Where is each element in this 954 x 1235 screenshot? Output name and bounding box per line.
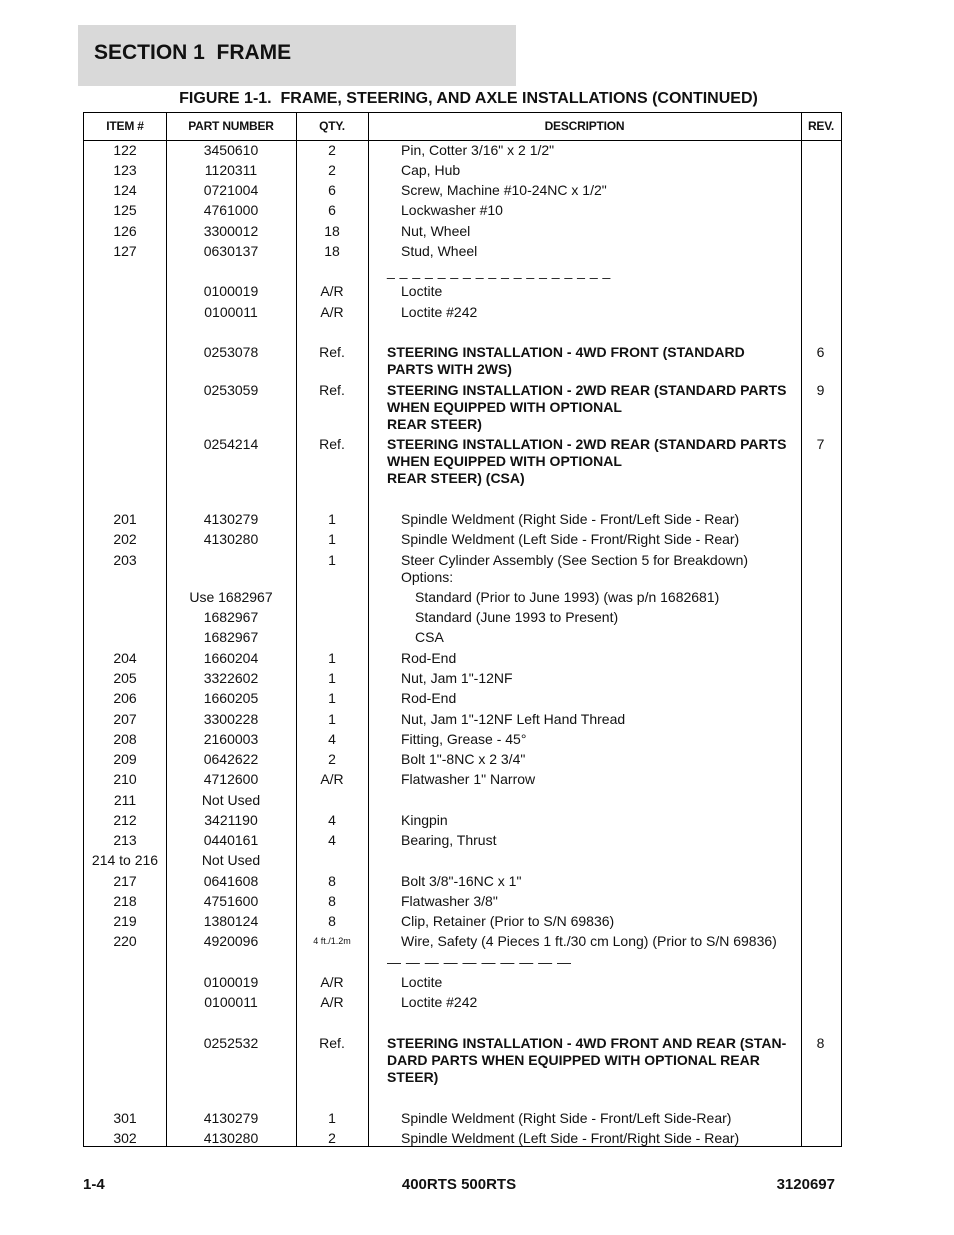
part-number: 1120311	[204, 162, 258, 178]
description-line: Bolt 3/8"-16NC x 1"	[401, 873, 522, 889]
item-number: 207	[113, 711, 137, 727]
part-number: 3322602	[203, 670, 259, 686]
quantity: 1	[328, 1110, 336, 1126]
item-number: 127	[113, 243, 137, 259]
description	[387, 873, 811, 890]
description-line: Clip, Retainer (Prior to S/N 69836)	[401, 913, 615, 929]
description-line: Options:	[401, 569, 454, 585]
quantity: 4	[328, 731, 336, 747]
quantity: 1	[328, 670, 336, 686]
quantity: 1	[328, 531, 336, 547]
description-line: STEERING INSTALLATION - 2WD REAR (STANDARD PARTS	[387, 436, 787, 452]
part-number: 0721004	[203, 182, 259, 198]
item-number: 206	[113, 690, 137, 706]
description	[387, 913, 811, 930]
item-number: 204	[113, 650, 137, 666]
part-number: 0100011	[204, 994, 258, 1010]
quantity: 8	[328, 913, 336, 929]
item-number: 123	[113, 162, 137, 178]
quantity: Ref.	[319, 382, 345, 398]
quantity: 2	[328, 1130, 336, 1146]
part-number: 0642622	[203, 751, 259, 767]
column-divider	[296, 113, 297, 1146]
header-divider	[84, 140, 841, 141]
part-number: 3450610	[203, 142, 259, 158]
description	[387, 751, 811, 768]
description	[387, 263, 797, 280]
quantity: 1	[328, 690, 336, 706]
description-line: STEERING INSTALLATION - 4WD FRONT (STANDARD	[387, 344, 745, 360]
part-number: 0641608	[203, 873, 259, 889]
quantity: Ref.	[319, 436, 345, 452]
description-line: Nut, Jam 1"-12NF	[401, 670, 513, 686]
quantity: Ref.	[319, 1035, 345, 1051]
description-line: Loctite #242	[401, 994, 478, 1010]
quantity: 18	[324, 223, 340, 239]
quantity: 4	[328, 812, 336, 828]
description-line: DARD PARTS WHEN EQUIPPED WITH OPTIONAL REAR	[387, 1052, 760, 1068]
page-number: 1-4	[83, 1176, 105, 1193]
description-line: STEER)	[387, 1069, 439, 1085]
part-number: 4130279	[203, 1110, 259, 1126]
quantity: 18	[324, 243, 340, 259]
description-line: PARTS WITH 2WS)	[387, 361, 512, 377]
part-number: 0253059	[203, 382, 259, 398]
item-number: 122	[113, 142, 137, 158]
description	[387, 436, 797, 487]
description	[387, 690, 811, 707]
quantity: 2	[328, 142, 336, 158]
description-line: WHEN EQUIPPED WITH OPTIONAL	[387, 399, 622, 415]
description	[387, 974, 811, 991]
document-number: 3120697	[776, 1176, 835, 1193]
description-line: Standard (June 1993 to Present)	[415, 609, 619, 625]
description	[387, 650, 811, 667]
item-number: 126	[113, 223, 137, 239]
item-number: 218	[113, 893, 137, 909]
description-line: Nut, Wheel	[401, 223, 471, 239]
header-rev: REV.	[807, 119, 835, 133]
description-line: Bolt 1"-8NC x 2 3/4"	[401, 751, 526, 767]
part-number: Not Used	[201, 792, 261, 808]
item-number: 217	[113, 873, 137, 889]
part-number: 1682967	[203, 609, 259, 625]
description	[387, 142, 811, 159]
description-line: Flatwasher 1" Narrow	[401, 771, 536, 787]
part-number: 0100019	[203, 974, 259, 990]
part-number: 3300012	[203, 223, 259, 239]
description	[387, 344, 797, 378]
description-line: _ _ _ _ _ _ _ _ _ _ _ _ _ _ _ _ _ _	[387, 263, 611, 279]
part-number: 4751600	[203, 893, 259, 909]
description-line: Loctite	[401, 283, 443, 299]
description	[387, 954, 797, 971]
part-number: 0100019	[203, 283, 259, 299]
description-line: Loctite	[401, 974, 443, 990]
description-line: Screw, Machine #10-24NC x 1/2"	[401, 182, 607, 198]
item-number: 124	[113, 182, 137, 198]
item-number: 205	[113, 670, 137, 686]
description-line: Spindle Weldment (Left Side - Front/Right Side - Rear)	[401, 531, 740, 547]
description	[387, 531, 811, 548]
model-name: 400RTS 500RTS	[401, 1176, 517, 1193]
description	[387, 202, 811, 219]
quantity: A/R	[320, 771, 344, 787]
description-line: STEERING INSTALLATION - 4WD FRONT AND REAR (STAN-	[387, 1035, 787, 1051]
description-line: WHEN EQUIPPED WITH OPTIONAL	[387, 453, 622, 469]
description	[387, 731, 811, 748]
quantity: 1	[328, 650, 336, 666]
quantity: 4 ft./1.2m	[313, 936, 351, 946]
item-number: 301	[113, 1110, 137, 1126]
quantity: 8	[328, 873, 336, 889]
quantity: A/R	[320, 304, 344, 320]
quantity: 1	[328, 711, 336, 727]
description	[387, 670, 811, 687]
description-line: Wire, Safety (4 Pieces 1 ft./30 cm Long) (Prior to S/N 69836)	[401, 933, 777, 949]
description	[387, 552, 811, 586]
part-number: 4130279	[203, 511, 259, 527]
part-number: 0440161	[203, 832, 259, 848]
description-line: Standard (Prior to June 1993) (was p/n 1682681)	[415, 589, 720, 605]
item-number: 220	[113, 933, 137, 949]
description	[387, 771, 811, 788]
part-number: 0630137	[203, 243, 259, 259]
description-line: Loctite #242	[401, 304, 478, 320]
item-number: 213	[113, 832, 137, 848]
column-divider	[368, 113, 369, 1146]
item-number: 211	[113, 792, 137, 808]
description-line: Spindle Weldment (Right Side - Front/Left Side-Rear)	[401, 1110, 732, 1126]
description	[387, 589, 825, 606]
item-number: 202	[113, 531, 137, 547]
description-line: Rod-End	[401, 650, 457, 666]
description-line: Nut, Jam 1"-12NF Left Hand Thread	[401, 711, 626, 727]
revision: 6	[816, 344, 825, 360]
item-number: 212	[113, 812, 137, 828]
page-footer	[83, 1176, 835, 1196]
description	[387, 1130, 811, 1147]
quantity: 6	[328, 202, 336, 218]
description	[387, 511, 811, 528]
description-line: Cap, Hub	[401, 162, 461, 178]
description-line: Spindle Weldment (Left Side - Front/Right Side - Rear)	[401, 1130, 740, 1146]
header-qty: QTY.	[319, 119, 345, 133]
description	[387, 182, 811, 199]
quantity: Ref.	[319, 344, 345, 360]
description	[387, 382, 797, 433]
description	[387, 893, 811, 910]
part-number: 4712600	[203, 771, 259, 787]
item-number: 210	[113, 771, 137, 787]
item-number: 201	[113, 511, 137, 527]
part-number: 0253078	[203, 344, 259, 360]
description-line: Kingpin	[401, 812, 448, 828]
description	[387, 304, 811, 321]
description	[387, 1110, 811, 1127]
part-number: 1380124	[203, 913, 259, 929]
description	[387, 832, 811, 849]
description-line: Pin, Cotter 3/16" x 2 1/2"	[401, 142, 555, 158]
description	[387, 1035, 797, 1086]
description-line: REAR STEER)	[387, 416, 482, 432]
part-number: Not Used	[201, 852, 261, 868]
description	[387, 609, 825, 626]
description-line: CSA	[415, 629, 444, 645]
part-number: 3421190	[204, 812, 258, 828]
part-number: 4130280	[203, 531, 259, 547]
description-line: Stud, Wheel	[401, 243, 478, 259]
item-number: 208	[113, 731, 137, 747]
part-number: 4920096	[203, 933, 259, 949]
item-number: 209	[113, 751, 137, 767]
description	[387, 711, 811, 728]
description-line: REAR STEER) (CSA)	[387, 470, 525, 486]
part-number: 1682967	[203, 629, 259, 645]
description	[387, 162, 811, 179]
description-line: Bearing, Thrust	[401, 832, 497, 848]
quantity: 8	[328, 893, 336, 909]
quantity: A/R	[320, 283, 344, 299]
header-item: ITEM #	[106, 119, 144, 133]
part-number: 0252532	[203, 1035, 259, 1051]
description-line: Spindle Weldment (Right Side - Front/Left Side - Rear)	[401, 511, 740, 527]
section-title: SECTION 1 FRAME	[94, 41, 292, 64]
quantity: 1	[328, 552, 336, 568]
description	[387, 629, 825, 646]
description-line: — — — — — — — — — —	[387, 954, 572, 970]
part-number: Use 1682967	[189, 589, 273, 605]
quantity: A/R	[320, 974, 344, 990]
part-number: 2160003	[203, 731, 259, 747]
part-number: 1660205	[203, 690, 259, 706]
description-line: STEERING INSTALLATION - 2WD REAR (STANDARD PARTS	[387, 382, 787, 398]
description	[387, 243, 811, 260]
section-banner	[78, 25, 516, 86]
quantity: 1	[328, 511, 336, 527]
description-line: Steer Cylinder Assembly (See Section 5 for Breakdown)	[401, 552, 749, 568]
description	[387, 223, 811, 240]
item-number: 302	[113, 1130, 137, 1146]
description-line: Rod-End	[401, 690, 457, 706]
header-part-number: PART NUMBER	[188, 119, 274, 133]
part-number: 1660204	[203, 650, 259, 666]
description	[387, 283, 811, 300]
part-number: 4130280	[203, 1130, 259, 1146]
part-number: 0254214	[203, 436, 259, 452]
part-number: 0100011	[204, 304, 258, 320]
quantity: 4	[328, 832, 336, 848]
quantity: A/R	[320, 994, 344, 1010]
item-number: 203	[113, 552, 137, 568]
description	[387, 933, 811, 950]
part-number: 3300228	[203, 711, 259, 727]
item-number: 219	[113, 913, 137, 929]
description-line: Fitting, Grease - 45°	[401, 731, 527, 747]
quantity: 2	[328, 751, 336, 767]
description	[387, 812, 811, 829]
part-number: 4761000	[203, 202, 259, 218]
revision: 7	[816, 436, 825, 452]
quantity: 2	[328, 162, 336, 178]
item-number: 125	[113, 202, 137, 218]
parts-table	[83, 112, 842, 1147]
description	[387, 994, 811, 1011]
header-description: DESCRIPTION	[544, 119, 625, 133]
quantity: 6	[328, 182, 336, 198]
item-number: 214 to 216	[91, 852, 159, 868]
description-line: Flatwasher 3/8"	[401, 893, 498, 909]
revision: 9	[816, 382, 825, 398]
figure-title: FIGURE 1-1. FRAME, STEERING, AND AXLE INSTALLATIONS (CONTINUED)	[179, 90, 758, 107]
revision: 8	[816, 1035, 825, 1051]
description-line: Lockwasher #10	[401, 202, 503, 218]
